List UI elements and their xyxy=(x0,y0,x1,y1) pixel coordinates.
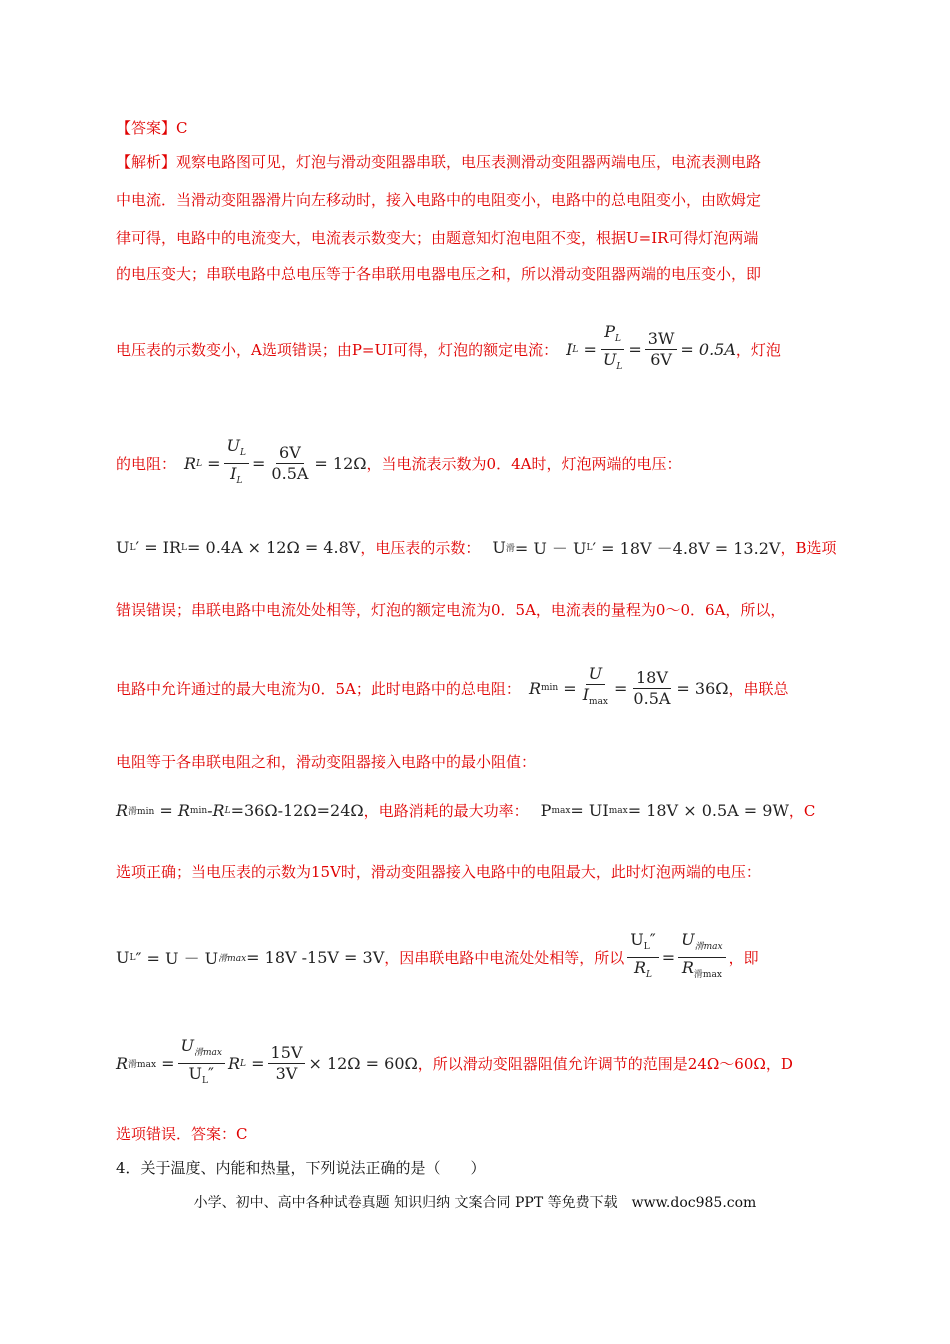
symbol: U xyxy=(681,930,695,949)
subscript: L xyxy=(615,334,621,345)
analysis-line-14 xyxy=(116,1036,793,1091)
fraction xyxy=(600,322,625,377)
analysis-line-9 xyxy=(116,664,789,712)
symbol: -R xyxy=(207,801,225,820)
subscript: L xyxy=(240,1058,247,1069)
symbol: R xyxy=(116,801,129,820)
subscript: 滑max xyxy=(218,954,247,965)
symbol: R xyxy=(184,454,197,474)
symbol: I xyxy=(582,685,590,704)
subscript: L xyxy=(240,448,247,459)
denominator: 0.5A xyxy=(633,688,671,708)
formula-lamp-voltage xyxy=(116,538,360,557)
symbol: ″ xyxy=(649,930,656,949)
symbol: ′ = IR xyxy=(135,538,182,557)
symbol: I xyxy=(230,464,237,484)
line-text: ，串联总 xyxy=(728,679,789,698)
formula-lamp-resistance: R L = $\frac{U_L}{I_L}$ = $\frac{6V}{0.5A}$ = 12Ω xyxy=(184,436,367,491)
subscript: min xyxy=(540,683,559,694)
subscript: 滑max xyxy=(128,1060,157,1071)
answer-line xyxy=(116,118,188,138)
fraction xyxy=(645,329,678,370)
result: = 18V × 0.5A = 9W xyxy=(627,801,789,820)
analysis-line-13 xyxy=(116,930,759,985)
denominator: 3V xyxy=(275,1064,298,1084)
analysis-line-8: 错误错误；串联电路中电流处处相等，灯泡的额定电流为0．5A，电流表的量程为0～0．6A，所以， xyxy=(116,601,786,619)
analysis-label: 【解析】 xyxy=(116,153,177,171)
formula-min-rheostat xyxy=(116,801,364,820)
symbol: P xyxy=(540,801,552,820)
formula-rheostat-voltage xyxy=(492,536,780,559)
subscript: 滑max xyxy=(694,942,723,953)
symbol: = R xyxy=(159,801,190,820)
result: =36Ω-12Ω=24Ω xyxy=(230,801,364,820)
subscript: L xyxy=(196,458,203,469)
symbol: U xyxy=(116,538,130,557)
analysis-line-2: 中电流．当滑动变阻器滑片向左移动时，接入电路中的电阻变小，电路中的总电阻变小，由欧姆定 xyxy=(116,191,762,209)
formula-lamp-voltage-2 xyxy=(116,946,384,969)
symbol: P xyxy=(604,322,616,341)
symbol: ″ xyxy=(208,1064,214,1084)
formula-total-resistance: R min = $\frac{U}{I_{max}}$ = $\frac{18V}{0.5A}$ = 36Ω xyxy=(529,664,729,712)
question-4: 4．关于温度、内能和热量，下列说法正确的是（ ） xyxy=(116,1159,486,1177)
line-text: ，即 xyxy=(728,949,759,968)
subscript: 滑 xyxy=(505,544,515,554)
denominator: 0.5A xyxy=(271,464,309,484)
subscript: max xyxy=(551,805,571,816)
subscript: L xyxy=(236,476,243,487)
numerator: 6V xyxy=(276,443,304,464)
fraction xyxy=(268,443,311,484)
line-text: ，灯泡 xyxy=(735,341,781,360)
symbol: = U － U xyxy=(514,539,587,558)
line-text: ，因串联电路中电流处处相等，所以 xyxy=(384,949,625,968)
line-text: 电压表的示数变小，A选项错误；由P=UI可得，灯泡的额定电流： xyxy=(116,341,559,360)
subscript: L xyxy=(129,542,136,553)
analysis-line-12: 选项正确；当电压表的示数为15V时，滑动变阻器接入电路中的电阻最大，此时灯泡两端的电压： xyxy=(116,863,761,881)
line-text: ，电路消耗的最大功率： xyxy=(363,802,529,820)
analysis-line-6 xyxy=(116,436,681,491)
symbol: U xyxy=(226,436,241,455)
symbol: U xyxy=(188,1064,203,1084)
symbol: U xyxy=(116,948,130,968)
formula-max-power xyxy=(541,801,789,820)
analysis-line-11 xyxy=(116,800,815,821)
symbol: I xyxy=(566,340,573,360)
subscript: L xyxy=(572,344,579,355)
analysis-text: 观察电路图可见，灯泡与滑动变阻器串联，电压表测滑动变阻器两端电压，电流表测电路 xyxy=(176,153,762,171)
subscript: min xyxy=(189,805,208,816)
subscript: L xyxy=(224,805,231,816)
fraction xyxy=(678,930,725,985)
analysis-line-15: 选项错误．答案：C xyxy=(116,1125,248,1143)
line-text: 电路中允许通过的最大电流为0．5A；此时电路中的总电阻： xyxy=(116,679,521,698)
answer-label: 【答案】 xyxy=(116,119,177,137)
line-text: ，所以滑动变阻器阻值允许调节的范围是24Ω～60Ω，D xyxy=(417,1055,793,1074)
line-text: ，B选项 xyxy=(780,539,837,557)
fraction xyxy=(580,664,611,712)
symbol: R xyxy=(528,678,541,698)
subscript: L xyxy=(181,542,188,553)
result: = 36Ω xyxy=(676,678,729,698)
analysis-line-10: 电阻等于各串联电阻之和，滑动变阻器接入电路中的最小阻值： xyxy=(116,753,537,771)
subscript: 滑min xyxy=(128,807,155,817)
symbol: U xyxy=(588,664,603,683)
analysis-line-4: 的电压变大；串联电路中总电压等于各串联用电器电压之和，所以滑动变阻器两端的电压变小，即 xyxy=(116,265,762,283)
fraction xyxy=(178,1036,225,1091)
fraction xyxy=(268,1043,306,1084)
subscript: L xyxy=(643,942,650,953)
subscript: max xyxy=(589,697,609,708)
symbol: R xyxy=(634,958,647,978)
symbol: U xyxy=(602,350,617,370)
formula-max-rheostat: R 滑max = $\frac{U_{滑max}}{U_L''}$ R L = $\frac{15V}{3V}$ × 12Ω = 60Ω xyxy=(116,1036,418,1091)
result: ′ = 18V －4.8V = 13.2V xyxy=(592,539,781,558)
subscript: 滑max xyxy=(693,970,722,981)
result: = 0.5A xyxy=(680,340,736,360)
fraction xyxy=(224,436,249,491)
subscript: L xyxy=(202,1076,208,1087)
symbol: R xyxy=(228,1054,241,1074)
analysis-line-3: 律可得，电路中的电流变大，电流表示数变大；由题意知灯泡电阻不变，根据U=IR可得灯泡两端 xyxy=(116,229,759,247)
result: × 12Ω = 60Ω xyxy=(308,1054,418,1074)
result: = 0.4A × 12Ω = 4.8V xyxy=(187,538,361,557)
line-text: ，电压表的示数： xyxy=(360,539,481,557)
subscript: max xyxy=(608,805,628,816)
fraction xyxy=(630,668,673,709)
footer-text: 小学、初中、高中各种试卷真题 知识归纳 文案合同 PPT 等免费下载 www.doc985.com xyxy=(193,1195,757,1211)
numerator: 3W xyxy=(645,329,678,350)
line-text: ，C xyxy=(788,802,816,820)
denominator: 6V xyxy=(650,350,672,370)
formula-ratio: $\frac{U_L''}{R_L}$ = $\frac{U_{滑max}}{R_{滑max}}$ xyxy=(624,930,728,985)
analysis-line-1 xyxy=(116,152,761,172)
subscript: L xyxy=(616,362,623,373)
subscript: L xyxy=(586,542,593,553)
subscript: L xyxy=(646,970,653,981)
analysis-line-7 xyxy=(116,536,836,559)
line-text: 的电阻： xyxy=(116,455,177,474)
numerator: 15V xyxy=(268,1043,306,1064)
formula-rated-current: I L = $\frac{P_L}{U_L}$ = $\frac{3W}{6V}$ = 0.5A xyxy=(566,322,736,377)
subscript: L xyxy=(129,952,136,963)
subscript: 滑max xyxy=(194,1048,222,1059)
symbol: R xyxy=(681,958,694,978)
symbol: R xyxy=(116,1054,129,1074)
analysis-line-5 xyxy=(116,322,781,377)
result: = 18V -15V = 3V xyxy=(246,948,385,968)
symbol: U xyxy=(492,538,506,557)
symbol: ″ = U － U xyxy=(135,949,219,969)
symbol: U xyxy=(180,1036,195,1055)
line-text: ，当电流表示数为0．4A时，灯泡两端的电压： xyxy=(366,455,682,474)
answer-value: C xyxy=(176,119,188,137)
symbol: = UI xyxy=(570,801,609,820)
symbol: U xyxy=(630,930,644,949)
numerator: 18V xyxy=(633,668,671,689)
result: = 12Ω xyxy=(314,454,367,474)
fraction xyxy=(627,930,658,985)
